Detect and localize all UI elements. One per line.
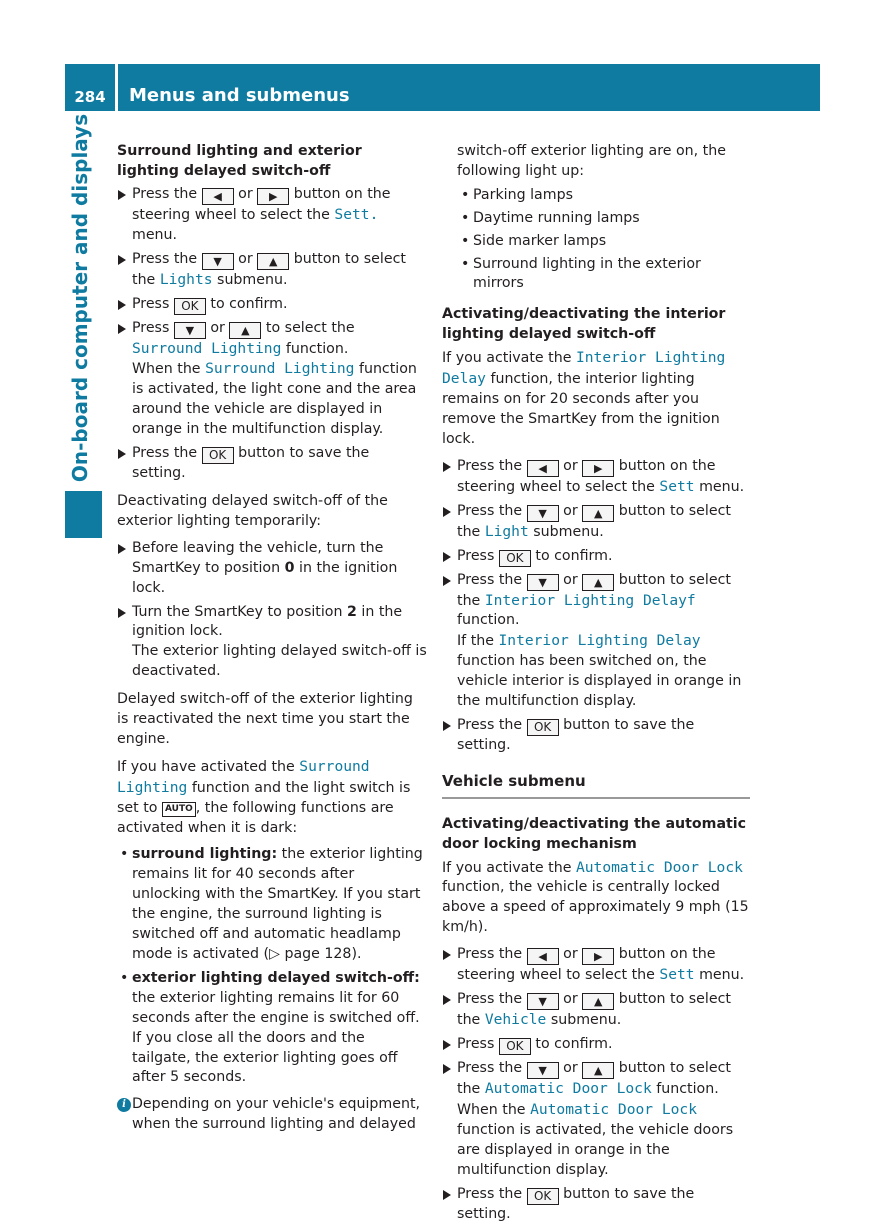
step-text: button to save the setting. [132,445,370,482]
paragraph-automatic-door-lock [442,858,750,939]
step-text: Press [132,295,170,312]
step-turn-smartkey-0 [117,539,427,599]
step-confirm [442,547,750,567]
text: function, the vehicle is centrally locked above a speed of approximately 9 mph (15 km/h). [442,879,749,936]
paragraph-interior-lighting [442,348,750,450]
step-text: menu. [699,478,745,495]
left-arrow-key-icon: ◀ [527,460,559,477]
function-name: Interior Lighting Delay [498,632,701,650]
submenu-name: Lights [159,270,213,288]
key-position: 2 [347,603,357,620]
step-text: function has been switched on, the vehicle interior is displayed in orange in the multifunction display. [457,653,742,710]
step-confirm [442,1035,750,1055]
light-list-item: • Daytime running lamps [442,209,750,229]
submenu-name: Vehicle [484,1011,547,1029]
up-arrow-key-icon: ▲ [582,1062,614,1079]
step-text: button to save the setting. [457,716,695,753]
step-text: Press the [457,1060,523,1076]
step-select-automatic-door-lock [442,1059,750,1181]
step-text: button on the steering wheel to select the [457,946,716,984]
bullet-text: the exterior lighting remains lit for 60 seconds after the engine is switched off. If you close all the doors and the tailgate, the exterior lighting goes off after 5 seconds. [132,989,420,1086]
step-confirm [117,295,427,315]
text: function, the interior lighting remains on for 20 seconds after you remove the SmartKey from the ignition lock. [442,371,720,447]
text: If you have activated the [117,758,295,775]
step-text: Press the [457,502,523,519]
ok-key-icon: OK [527,1188,559,1205]
menu-name: Sett. [334,205,379,223]
step-text: Press [457,547,495,564]
step-text: or [210,319,225,336]
text: function and the light switch is set to [117,779,411,816]
step-text: When the [457,1101,526,1118]
step-text: button to save the setting. [457,1185,695,1222]
menu-name: Sett [659,966,695,984]
bullet-title: surround lighting: [132,846,278,863]
up-arrow-key-icon: ▲ [257,253,289,270]
step-text: Press the [457,991,523,1008]
step-text: Press [457,1036,495,1052]
step-text: function. [285,340,349,357]
step-save-setting [117,444,427,484]
side-tab-label: On-board computer and displays [68,113,92,483]
step-text: menu. [699,967,745,984]
step-text: or [563,571,578,588]
function-name: Automatic Door Lock [484,1080,652,1097]
page-number: 284 [74,88,106,106]
step-text: Press the [132,250,198,267]
step-text: If the [457,633,494,650]
function-name: Automatic Door Lock [575,858,743,876]
step-text: button to select the [457,571,731,609]
ok-key-icon: OK [174,298,206,315]
submenu-name: Light [484,522,529,540]
down-arrow-key-icon: ▼ [202,253,234,270]
step-text: function is activated, the light cone and the area around the vehicle are displayed in orange in the multifunction display. [132,361,417,438]
function-name: Surround Lighting [132,339,282,357]
step-text: function is activated, the vehicle doors are displayed in orange in the multifunction display. [457,1121,734,1178]
page-title: Menus and submenus [129,85,350,106]
step-text: button on the steering wheel to select the [132,185,391,223]
step-text: or [563,946,578,963]
step-text: button to select the [457,991,731,1029]
up-arrow-key-icon: ▲ [229,322,261,339]
ok-key-icon: OK [202,447,234,464]
right-arrow-key-icon: ▶ [582,948,614,965]
down-arrow-key-icon: ▼ [174,322,206,339]
left-column [117,142,427,1135]
right-arrow-key-icon: ▶ [257,188,289,205]
step-text: or [238,185,253,202]
right-column [442,142,750,1228]
heading-interior-lighting: Activating/deactivating the interior lighting delayed switch-off [442,306,726,343]
paragraph-deactivating: Deactivating delayed switch-off of the exterior lighting temporarily: [117,492,388,529]
step-text: button to select the [457,1060,731,1097]
left-arrow-key-icon: ◀ [527,948,559,965]
step-select-sett-menu [442,945,750,986]
info-note [117,1095,427,1135]
up-arrow-key-icon: ▲ [582,574,614,591]
right-arrow-key-icon: ▶ [582,460,614,477]
step-save-setting [442,716,750,756]
step-text: to select the [265,319,355,336]
step-text: function. [457,612,520,629]
step-select-lights-submenu [117,250,427,291]
ok-key-icon: OK [499,1038,531,1055]
bullet-delayed-switch-off [117,969,427,1088]
step-text: Press the [457,457,523,474]
step-text: button to select the [132,250,406,288]
bullet-title: exterior lighting delayed switch-off: [132,969,420,986]
down-arrow-key-icon: ▼ [527,1062,559,1079]
left-arrow-key-icon: ◀ [202,188,234,205]
step-text: to confirm. [210,295,288,312]
function-name: Automatic Door Lock [530,1100,697,1118]
step-select-light-submenu [442,502,750,543]
step-text: submenu. [533,523,604,540]
step-text: Press the [457,1185,523,1202]
function-name: Interior Lighting Delay [442,349,726,388]
step-text: submenu. [217,271,288,288]
step-text: in the ignition lock. [132,559,398,596]
ok-key-icon: OK [499,550,531,567]
step-select-vehicle-submenu [442,990,750,1031]
step-select-surround-lighting [117,319,427,441]
step-turn-smartkey-2 [117,603,427,683]
step-text: or [238,250,253,267]
heading-surround-lighting: Surround lighting and exterior lighting delayed switch-off [117,143,362,179]
header-divider [115,64,118,111]
section-heading-vehicle-submenu: Vehicle submenu [442,772,750,799]
info-icon: i [117,1098,131,1112]
text: , the following functions are activated when it is dark: [117,799,394,836]
down-arrow-key-icon: ▼ [527,505,559,522]
step-text: Before leaving the vehicle, turn the SmartKey to position [132,539,384,576]
paragraph-auto-functions [117,757,427,839]
info-note-continued: switch-off exterior lighting are on, the following light up: [457,143,726,179]
step-text: or [563,502,578,519]
step-text: Turn the SmartKey to position [132,603,343,620]
step-save-setting [442,1185,750,1225]
step-select-sett-menu [442,457,750,498]
step-text: button on the steering wheel to select the [457,457,716,495]
function-name: Interior Lighting Delayf [484,591,696,609]
step-text: function. [656,1081,719,1097]
light-list-item: • Surround lighting in the exterior mirrors [442,255,750,295]
step-text: menu. [132,226,178,243]
heading-automatic-door-lock: Activating/deactivating the automatic door locking mechanism [442,815,747,852]
step-text: to confirm. [535,1036,613,1052]
auto-switch-icon: AUTO [162,802,196,817]
light-list-item: • Side marker lamps [442,232,750,252]
ok-key-icon: OK [527,719,559,736]
bullet-surround-lighting [117,845,427,964]
step-text: or [563,991,578,1008]
step-text: button to select the [457,502,731,540]
light-list-item: • Parking lamps [442,186,750,206]
function-name: Surround Lighting [205,360,355,378]
text: If you activate the [442,859,572,876]
key-position: 0 [284,559,295,576]
down-arrow-key-icon: ▼ [527,993,559,1010]
step-text: or [563,1060,578,1076]
paragraph-reactivated: Delayed switch-off of the exterior lighting is reactivated the next time you start the engine. [117,691,413,747]
text: If you activate the [442,350,572,367]
step-text: Press the [457,571,523,588]
step-text: The exterior lighting delayed switch-off is deactivated. [132,643,427,680]
bullet-text: the exterior lighting remains lit for 40 seconds after unlocking with the SmartKey. If you start the engine, the surround lighting is switched off and automatic headlamp mode is activated (▷ page 128). [132,846,423,962]
step-text: Press the [132,185,198,202]
step-select-sett-menu [117,185,427,246]
up-arrow-key-icon: ▲ [582,993,614,1010]
step-select-interior-lighting [442,571,750,712]
up-arrow-key-icon: ▲ [582,505,614,522]
menu-name: Sett [659,477,695,495]
step-text: submenu. [550,1012,622,1029]
step-text: Press the [457,946,523,963]
step-text: or [563,457,578,474]
step-text: to confirm. [535,547,613,564]
step-text: Press the [457,716,523,733]
info-text: Depending on your vehicle's equipment, when the surround lighting and delayed [132,1096,421,1133]
step-text: Press the [132,445,198,462]
function-name: Surround Lighting [117,757,370,796]
step-text: Press [132,319,170,336]
step-text: When the [132,361,201,378]
step-text: in the ignition lock. [132,603,403,640]
down-arrow-key-icon: ▼ [527,574,559,591]
